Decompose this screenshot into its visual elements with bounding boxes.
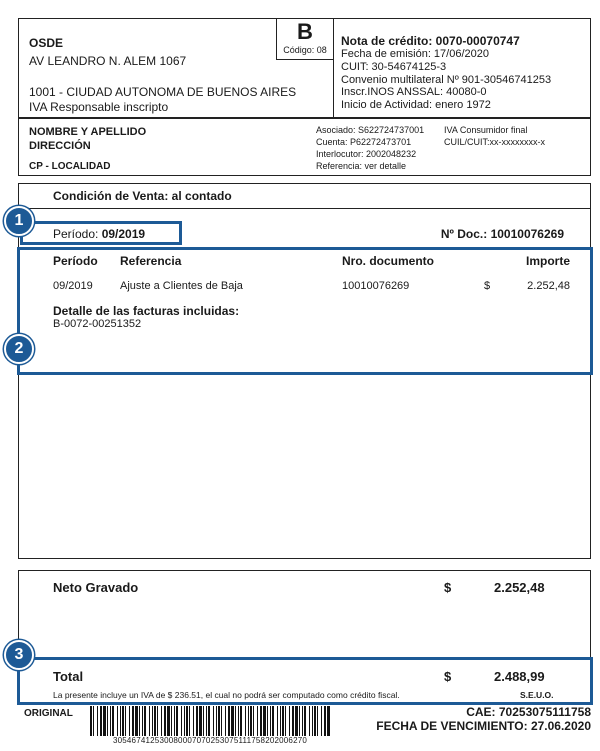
issuer-address: AV LEANDRO N. ALEM 1067 bbox=[29, 54, 187, 68]
total-currency: $ bbox=[444, 669, 452, 684]
barcode-bar bbox=[142, 706, 143, 736]
barcode-bar bbox=[103, 706, 106, 736]
barcode-bar bbox=[167, 706, 170, 736]
barcode-bar bbox=[228, 706, 230, 736]
barcode-bar bbox=[253, 706, 254, 736]
barcode-bar bbox=[90, 706, 92, 736]
activity-start: Inicio de Actividad: enero 1972 bbox=[341, 99, 491, 111]
detail-title: Detalle de las facturas incluidas: bbox=[53, 304, 240, 318]
barcode-bar bbox=[208, 706, 210, 736]
barcode-bar bbox=[245, 706, 246, 736]
barcode-graphic bbox=[90, 706, 330, 736]
barcode-bar bbox=[129, 706, 130, 736]
barcode-bar bbox=[285, 706, 286, 736]
recipient-asociado: Asociado: S622724737001 bbox=[316, 125, 425, 135]
condition-divider bbox=[18, 208, 591, 209]
doc-type-letter: B bbox=[297, 19, 313, 44]
barcode-bar bbox=[139, 706, 140, 736]
barcode-bar bbox=[250, 706, 252, 736]
barcode-bar bbox=[263, 706, 266, 736]
barcode-bar bbox=[248, 706, 249, 736]
barcode-bar bbox=[164, 706, 166, 736]
barcode-bar bbox=[203, 706, 204, 736]
barcode-bar bbox=[112, 706, 114, 736]
total-label: Total bbox=[53, 669, 84, 684]
convenio: Convenio multilateral Nº 901-30546741253 bbox=[341, 74, 552, 86]
recipient-cuil: CUIL/CUIT:xx-xxxxxxxx-x bbox=[444, 137, 545, 147]
barcode-bar bbox=[231, 706, 234, 736]
issuer-cuit: CUIT: 30-54674125-3 bbox=[341, 61, 447, 73]
due-date: FECHA DE VENCIMIENTO: 27.06.2020 bbox=[376, 719, 591, 733]
barcode-bar bbox=[225, 706, 226, 736]
barcode-bar bbox=[161, 706, 162, 736]
barcode-bar bbox=[321, 706, 322, 736]
inscr-inos: Inscr.INOS ANSSAL: 40080-0 bbox=[341, 86, 487, 98]
row-reference: Ajuste a Clientes de Baja bbox=[120, 280, 243, 292]
recipient-interlocutor: Interlocutor: 2002048232 bbox=[316, 149, 417, 159]
barcode-bar bbox=[132, 706, 134, 736]
issuer-tax-status: IVA Responsable inscripto bbox=[29, 100, 169, 114]
sale-condition: Condición de Venta: al contado bbox=[53, 189, 232, 203]
barcode-bar bbox=[277, 706, 278, 736]
recipient-name: NOMBRE Y APELLIDO bbox=[29, 126, 147, 138]
barcode-bar bbox=[176, 706, 178, 736]
barcode-bar bbox=[292, 706, 294, 736]
recipient-address: DIRECCIÓN bbox=[29, 140, 91, 152]
barcode-bar bbox=[152, 706, 153, 736]
barcode-bar bbox=[181, 706, 182, 736]
highlight-total bbox=[17, 657, 593, 705]
barcode-bar bbox=[97, 706, 98, 736]
total-value: 2.488,99 bbox=[494, 669, 545, 684]
barcode-bar bbox=[272, 706, 274, 736]
barcode-bar bbox=[309, 706, 310, 736]
period-label: Período: bbox=[53, 227, 102, 241]
barcode-bar bbox=[260, 706, 262, 736]
barcode-bar bbox=[312, 706, 313, 736]
period-value: 09/2019 bbox=[101, 227, 146, 241]
barcode-bar bbox=[218, 706, 220, 736]
cae: CAE: 70253075111758 bbox=[466, 705, 591, 719]
neto-value: 2.252,48 bbox=[494, 580, 545, 595]
barcode-bar bbox=[122, 706, 124, 736]
barcode-bar bbox=[196, 706, 198, 736]
barcode-bar bbox=[186, 706, 188, 736]
neto-label: Neto Gravado bbox=[53, 580, 139, 595]
barcode-bar bbox=[267, 706, 268, 736]
barcode-bar bbox=[327, 706, 330, 736]
row-period: 09/2019 bbox=[53, 280, 93, 292]
col-header-amount: Importe bbox=[525, 254, 570, 268]
barcode-bar bbox=[235, 706, 236, 736]
barcode-bar bbox=[221, 706, 222, 736]
col-header-period: Período bbox=[53, 254, 98, 268]
barcode-bar bbox=[317, 706, 318, 736]
barcode-bar bbox=[117, 706, 118, 736]
recipient-referencia: Referencia: ver detalle bbox=[316, 161, 407, 171]
highlight-detail-table bbox=[17, 247, 593, 375]
doc-type-code: Código: 08 bbox=[283, 45, 327, 55]
barcode-bar bbox=[302, 706, 303, 736]
issue-date: Fecha de emisión: 17/06/2020 bbox=[341, 48, 489, 60]
barcode-bar bbox=[324, 706, 326, 736]
barcode-bar bbox=[157, 706, 158, 736]
barcode-bar bbox=[107, 706, 108, 736]
detail-value: B-0072-00251352 bbox=[53, 318, 142, 330]
barcode-bar bbox=[154, 706, 156, 736]
row-currency: $ bbox=[484, 280, 491, 292]
row-doc-no: 10010076269 bbox=[342, 280, 410, 292]
barcode-bar bbox=[144, 706, 146, 736]
barcode-bar bbox=[193, 706, 194, 736]
issuer-city: 1001 - CIUDAD AUTONOMA DE BUENOS AIRES bbox=[29, 85, 297, 99]
barcode bbox=[90, 706, 330, 736]
barcode-bar bbox=[184, 706, 185, 736]
badge-3: 3 bbox=[4, 640, 34, 670]
recipient-iva: IVA Consumidor final bbox=[444, 125, 528, 135]
barcode-bar bbox=[257, 706, 258, 736]
barcode-bar bbox=[135, 706, 138, 736]
barcode-bar bbox=[171, 706, 172, 736]
col-header-reference: Referencia bbox=[120, 254, 182, 268]
row-amount: 2.252,48 bbox=[527, 280, 570, 292]
seuo: S.E.U.O. bbox=[520, 690, 554, 700]
barcode-bar bbox=[206, 706, 207, 736]
recipient-cuenta: Cuenta: P62272473701 bbox=[316, 137, 412, 147]
barcode-bar bbox=[110, 706, 111, 736]
highlight-period bbox=[20, 221, 182, 245]
barcode-bar bbox=[125, 706, 126, 736]
barcode-bar bbox=[280, 706, 281, 736]
barcode-bar bbox=[314, 706, 316, 736]
barcode-bar bbox=[299, 706, 300, 736]
barcode-bar bbox=[100, 706, 102, 736]
badge-1: 1 bbox=[4, 206, 34, 236]
doc-number: Nº Doc.: 10010076269 bbox=[440, 227, 564, 241]
barcode-bar bbox=[270, 706, 271, 736]
neto-currency: $ bbox=[444, 580, 452, 595]
barcode-bar bbox=[189, 706, 190, 736]
barcode-bar bbox=[282, 706, 284, 736]
barcode-bar bbox=[238, 706, 239, 736]
iva-note: La presente incluye un IVA de $ 236.51, el cual no podrá ser computado como crédito fiscal. bbox=[53, 690, 400, 700]
barcode-bar bbox=[295, 706, 298, 736]
recipient-locality: CP - LOCALIDAD bbox=[29, 161, 111, 172]
barcode-bar bbox=[213, 706, 214, 736]
barcode-bar bbox=[240, 706, 242, 736]
issuer-name: OSDE bbox=[29, 36, 64, 50]
barcode-bar bbox=[174, 706, 175, 736]
barcode-number: 30546741253008000707025307511175820200627​0 bbox=[112, 736, 308, 745]
barcode-bar bbox=[289, 706, 290, 736]
barcode-bar bbox=[120, 706, 121, 736]
credit-note-title: Nota de crédito: 0070-00070747 bbox=[341, 34, 520, 48]
col-header-doc-no: Nro. documento bbox=[342, 254, 434, 268]
badge-2: 2 bbox=[4, 334, 34, 364]
original-label: ORIGINAL bbox=[24, 708, 73, 719]
barcode-bar bbox=[93, 706, 94, 736]
barcode-bar bbox=[149, 706, 150, 736]
barcode-bar bbox=[304, 706, 306, 736]
barcode-bar bbox=[199, 706, 202, 736]
barcode-bar bbox=[216, 706, 217, 736]
